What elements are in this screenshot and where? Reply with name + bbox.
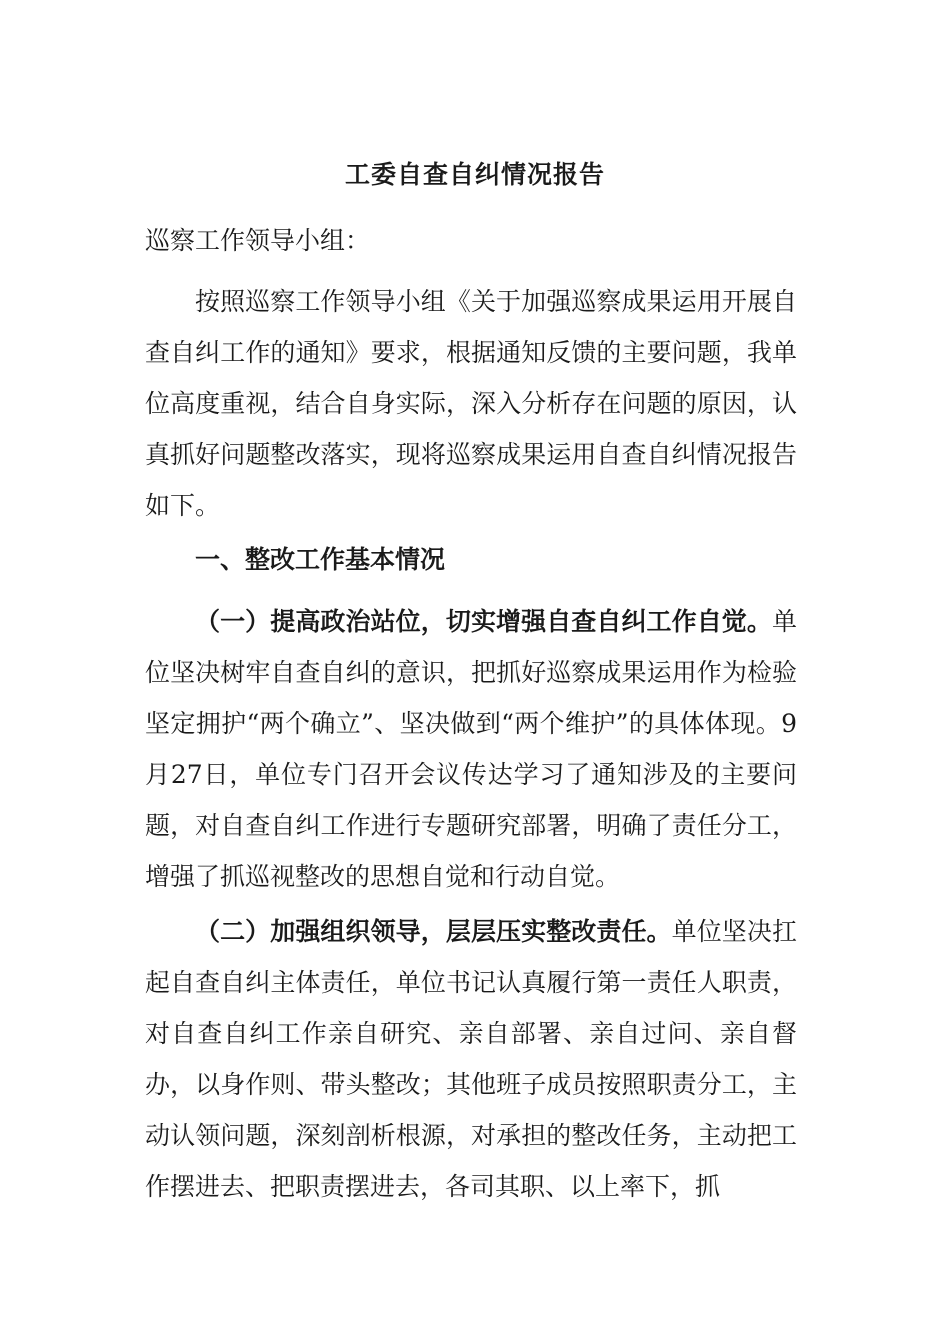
item-2-body: 单位坚决扛起自查自纠主体责任，单位书记认真履行第一责任人职责，对自查自纠工作亲自研究、亲自部署、亲自过问、亲自督办，以身作则、带头整改；其他班子成员按照职责分工，主动认领问题，深刻剖析根源，对承担的整改任务，主动把工作摆进去、把职责摆进去，各司其职、以上率下，抓 [145,917,797,1201]
item-1-body: 单位坚决树牢自查自纠的意识，把抓好巡察成果运用作为检验坚定拥护“两个确立”、坚决做到“两个维护”的具体体现。9月27日，单位专门召开会议传达学习了通知涉及的主要问题，对自查自纠工作进行专题研究部署，明确了责任分工，增强了抓巡视整改的思想自觉和行动自觉。 [145,607,797,891]
salutation: 巡察工作领导小组： [145,226,371,255]
item-1-lead: （一）提高政治站位，切实增强自查自纠工作自觉。 [195,607,772,636]
item-2-paragraph [145,906,797,1212]
document-title: 工委自查自纠情况报告 [344,160,605,189]
item-1-paragraph [145,596,797,902]
item-2-lead: （二）加强组织领导，层层压实整改责任。 [195,917,672,946]
intro-paragraph: 按照巡察工作领导小组《关于加强巡察成果运用开展自查自纠工作的通知》要求，根据通知反馈的主要问题，我单位高度重视，结合自身实际，深入分析存在问题的原因，认真抓好问题整改落实，现将巡察成果运用自查自纠情况报告如下。 [145,287,797,520]
section-heading-1: 一、整改工作基本情况 [195,545,446,574]
